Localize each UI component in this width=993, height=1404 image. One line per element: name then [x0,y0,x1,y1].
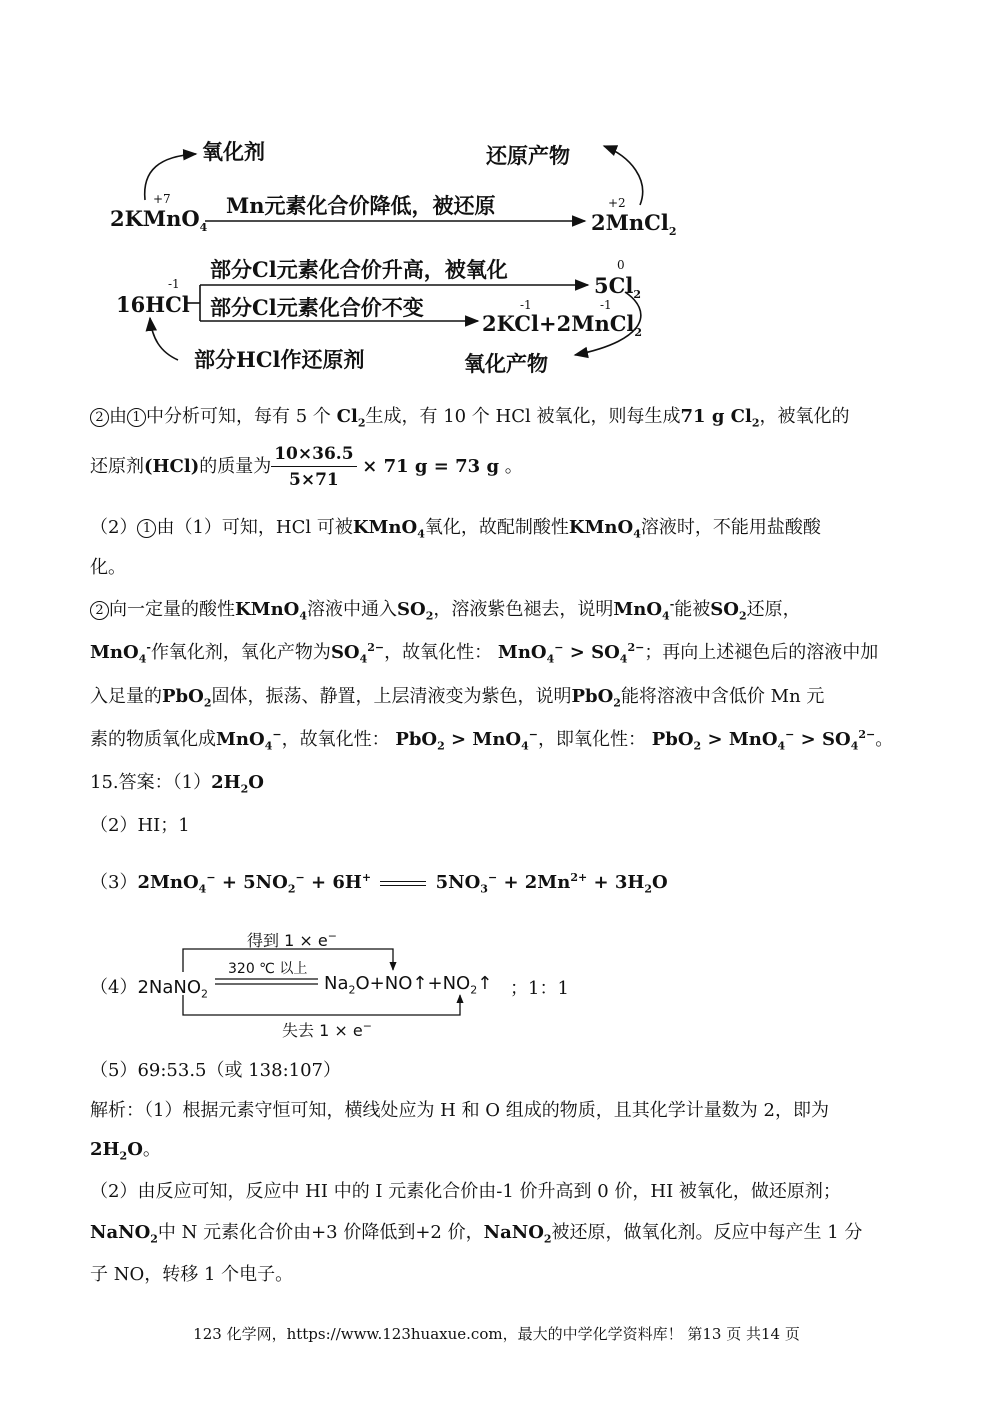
oxidation-product-label: 氧化产物 [464,351,548,376]
analysis-line-3: （2）由反应可知，反应中 HI 中的 I 元素化合价由-1 价升高到 0 价，HI 被氧化，做还原剂； [90,1181,841,1202]
answer-15-4: （4）2NaNO$_2$ [90,977,209,1001]
circled-2: 2 [90,408,109,427]
reduction-product-label: 还原产物 [486,143,570,168]
hcl-formula: 16HCl [116,292,190,317]
mn-arrow-label: Mn元素化合价降低，被还原 [226,193,496,218]
analysis-line-2: $2H_2O$。 [90,1139,161,1163]
answer-15-3: $(3)2MnO_4^- + 5NO_2^- + 6H^+$ $5NO_3^- + 2Mn^{2+} + 3H_2O$ [90,871,668,896]
para-2-1-line-1: （2） 1 由（1）可知，HCl 可被KMnO$_4$氧化，故配制酸性KMnO$_4$溶液时，不能用盐酸酸 [90,517,821,541]
mn-ox-state-plus2: +2 [608,196,626,210]
cl-up-label: 部分Cl元素化合价升高，被氧化 [210,257,508,282]
circled-1: 1 [127,408,146,427]
cl-ox-state-zero: 0 [617,258,625,272]
mass-fraction: $\frac{10\times 36.5}{5\times 71}$ [271,444,356,490]
para-2-2-line-4: 素的物质氧化成MnO$_4$−，故氧化性： PbO$_2$ > MnO$_4$−，即氧化性： $PbO_2 > MnO_4^- > SO_4^{2-}$。 [90,728,894,753]
analysis-line-5: 子 NO，转移 1 个电子。 [90,1264,294,1285]
para-2-2-line-2: MnO$_4$-作氧化剂，氧化产物为$SO_4^{2-}$，故氧化性： $MnO_4^- > SO_4^{2-}$；再向上述褪色后的溶液中加 [90,641,879,666]
redox-diagram-arrows [0,0,993,400]
answer-15-5: （5）69:53.5（或 138:107） [90,1060,341,1081]
mncl2-ox-state: -1 [600,298,612,312]
cl-ox-state-minus1: -1 [168,277,180,291]
mncl2-formula: 2MnCl$_2$ [591,210,677,239]
page-footer: 123 化学网，https://www.123huaxue.com，最大的中学化学资料库！ 第13 页 共14 页 [193,1325,800,1343]
mn-ox-state-plus7: +7 [153,192,171,206]
electron-loss-label: 失去 1 × e− [282,1019,372,1040]
kcl-ox-state: -1 [520,298,532,312]
para-2-line-1: 2 由 1 中分析可知，每有 5 个 $Cl_2$生成，有 10 个 HCl 被氧化，则每生成71 g $Cl_2$，被氧化的 [90,402,850,428]
answer-15-4-ratio: ；1：1 [510,978,569,999]
para-2-1-line-2: 化。 [90,557,126,578]
kmno4-formula: 2KMnO$_4$ [110,206,208,235]
analysis-line-1: 解析：（1）根据元素守恒可知，横线处应为 H 和 O 组成的物质，且其化学计量数为 2，即为 [90,1100,829,1121]
para-2-line-2: 还原剂(HCl)的质量为 $\frac{10\times 36.5}{5\times 71}$ × 71 g = 73 g 。 [90,444,523,490]
reducer-label: 部分HCl作还原剂 [194,347,365,372]
reducer-arrow [150,318,178,360]
para-2-2-line-1: 2 向一定量的酸性KMnO$_4$溶液中通入$SO_2$，溶液紫色褪去，说明MnO$_4$-能被$SO_2$还原， [90,595,801,621]
para-2-2-line-3: 入足量的PbO$_2$固体，振荡、静置，上层清液变为紫色，说明PbO$_2$能将溶液中含低价 Mn 元 [90,686,825,710]
answer-15-4-products: $Na_2O+NO↑+NO_2↑$ [324,973,493,997]
oxidant-label: 氧化剂 [202,139,265,164]
kcl-mncl2-formula: 2KCl+2MnCl$_2$ [482,311,643,340]
analysis-line-4: NaNO$_2$中 N 元素化合价由+3 价降低到+2 价，NaNO$_2$被还原，做氧化剂。反应中每产生 1 分 [90,1222,863,1246]
cl2-formula: $5Cl_2$ [594,273,641,302]
reaction-condition: 320 ℃ 以上 [228,961,308,977]
cl-same-label: 部分Cl元素化合价不变 [210,295,424,320]
answer-15-1: 15.答案：$(1)2H_2O$ [90,772,264,796]
electron-gain-label: 得到 1 × e− [247,929,337,950]
answer-15-2: （2）HI；1 [90,815,190,836]
